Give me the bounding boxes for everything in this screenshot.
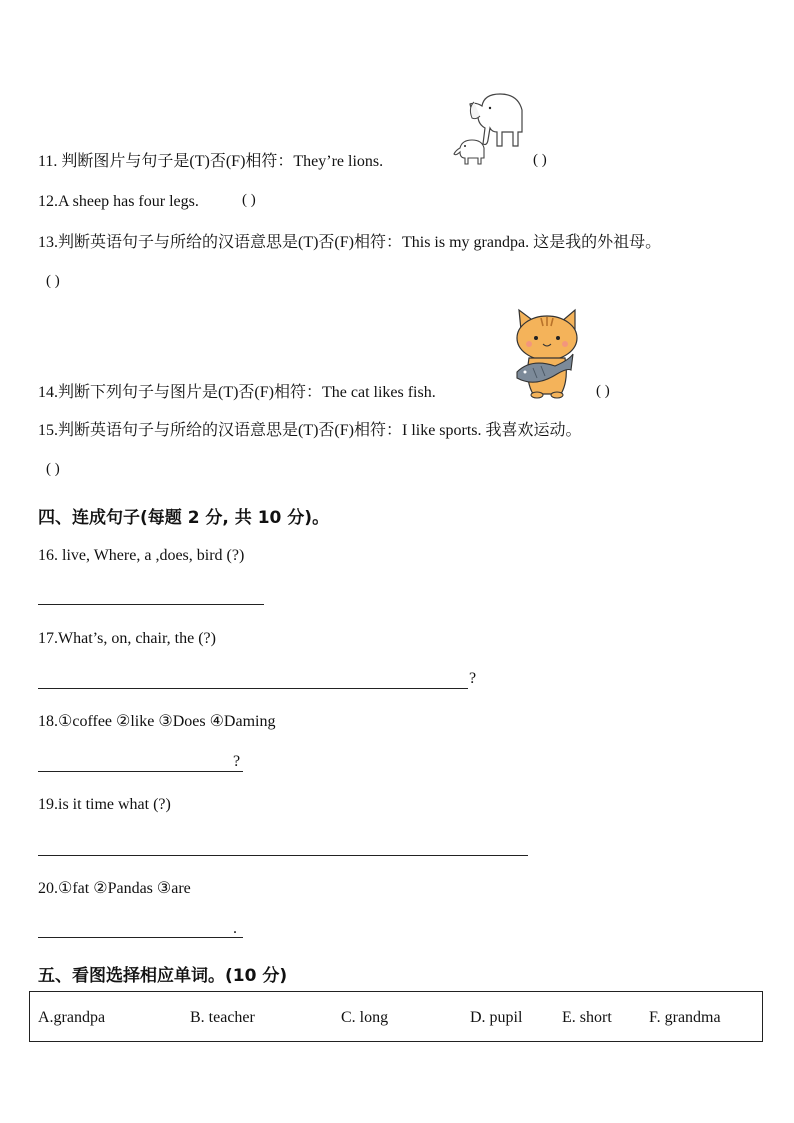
cat-with-fish-icon: [511, 308, 587, 400]
end-mark-18: ?: [233, 753, 241, 770]
elephant-icon: [452, 88, 528, 168]
answer-blank-12[interactable]: ( ): [242, 192, 256, 208]
option-c: C. long: [341, 1009, 389, 1026]
answer-line-19[interactable]: [38, 855, 528, 856]
question-14: 14.判断下列句子与图片是(T)否(F)相符：The cat likes fish.: [38, 384, 436, 401]
answer-line-20[interactable]: [38, 937, 243, 938]
option-d: D. pupil: [470, 1009, 523, 1026]
answer-blank-15[interactable]: ( ): [46, 461, 60, 477]
answer-blank-11[interactable]: ( ): [533, 152, 547, 168]
question-13: 13.判断英语句子与所给的汉语意思是(T)否(F)相符：This is my grandpa. 这是我的外祖母。: [38, 234, 662, 251]
answer-line-16[interactable]: [38, 604, 264, 605]
option-b: B. teacher: [190, 1009, 255, 1026]
answer-line-18[interactable]: [38, 771, 243, 772]
section-4-title: 四、连成句子(每题 2 分, 共 10 分)。: [38, 508, 330, 528]
question-15: 15.判断英语句子与所给的汉语意思是(T)否(F)相符：I like sports. 我喜欢运动。: [38, 422, 582, 439]
question-17: 17.What’s, on, chair, the (?): [38, 630, 216, 647]
question-12: 12.A sheep has four legs.: [38, 193, 199, 210]
question-16: 16. live, Where, a ,does, bird (?): [38, 547, 245, 564]
option-f: F. grandma: [649, 1009, 721, 1026]
option-a: A.grandpa: [38, 1009, 106, 1026]
option-e: E. short: [562, 1009, 612, 1026]
answer-blank-14[interactable]: ( ): [596, 383, 610, 399]
question-11: 11. 判断图片与句子是(T)否(F)相符：They’re lions.: [38, 153, 384, 170]
answer-blank-13[interactable]: ( ): [46, 273, 60, 289]
end-mark-17: ?: [469, 670, 477, 687]
end-mark-20: .: [233, 920, 237, 937]
question-19: 19.is it time what (?): [38, 796, 171, 813]
question-20: 20.①fat ②Pandas ③are: [38, 880, 191, 897]
answer-line-17[interactable]: [38, 688, 468, 689]
question-18: 18.①coffee ②like ③Does ④Daming: [38, 713, 276, 730]
section-5-title: 五、看图选择相应单词。(10 分): [38, 966, 288, 986]
